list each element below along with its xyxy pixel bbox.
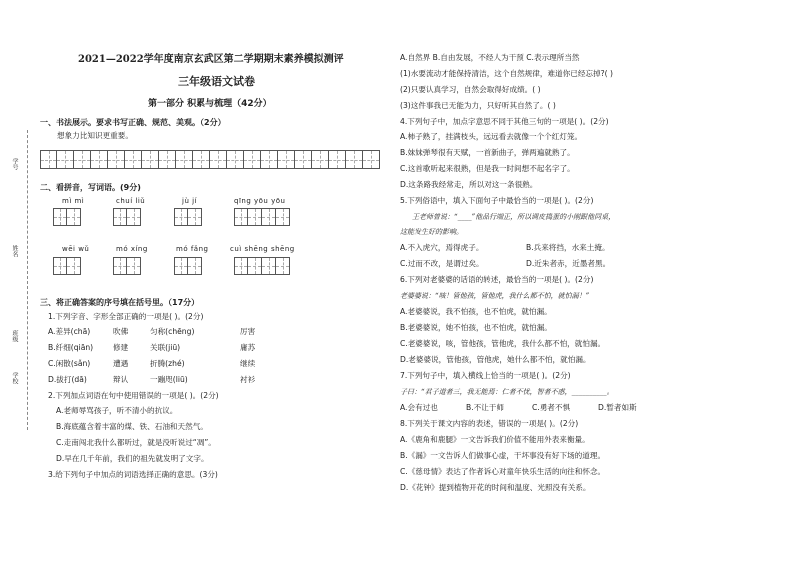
q6-option-a: A.老婆婆说，我不怕孩，也不怕虎，就怕漏。 — [400, 307, 552, 316]
part-heading: 第一部分 积累与梳理（42分） — [148, 99, 272, 109]
sidebar-label-name: 姓名 — [11, 245, 18, 257]
exam-subtitle: 三年级语文试卷 — [178, 75, 255, 88]
question-8: 8.下列关于课文内容的表述，错误的一项是( )。(2分) — [400, 419, 579, 428]
question-3: 3.给下列句子中加点的词语选择正确的意思。(3分) — [48, 470, 218, 479]
answer-box-6[interactable] — [113, 257, 141, 275]
q1-row-b-4: 庸苏 — [240, 343, 256, 352]
pinyin-4: qīng yōu yōu — [234, 197, 286, 205]
q1-row-b-1: B.纤细(qiān) — [48, 343, 94, 352]
q1-row-a-1: A.差异(chā) — [48, 327, 91, 336]
q1-row-a-3: 匀称(chēng) — [150, 327, 195, 336]
question-4: 4.下列句子中，加点字意思不同于其他三句的一项是( )。(2分) — [400, 117, 609, 126]
answer-box-4[interactable] — [234, 208, 290, 226]
section3-heading: 三、将正确答案的序号填在括号里。（17分） — [40, 298, 200, 307]
q3-options: A.自然界 B.自由发展，不经人为干预 C.表示理所当然 — [400, 53, 580, 62]
answer-box-1[interactable] — [53, 208, 81, 226]
q1-row-c-2: 遭遇 — [113, 359, 129, 368]
pinyin-2: chuí liǔ — [116, 197, 146, 205]
q6-option-c: C.老婆婆说，咳，管他孩，管他虎，我什么都不怕，就怕漏。 — [400, 339, 606, 348]
sidebar-label-school: 学校 — [11, 372, 18, 384]
q8-option-c: C.《慈母情》表达了作者诉心对童年快乐生活的向往和怀念。 — [400, 467, 606, 476]
q7-option-b: B.不让于师 — [466, 403, 504, 412]
q2-option-b: B.海底蕴含着丰富的煤、铁、石油和天然气。 — [56, 422, 208, 431]
q4-option-c: C.这首歌听起来很熟，但是我一时间想不起名字了。 — [400, 164, 575, 173]
q2-option-a: A.老师辱骂孩子，听不清小的抗议。 — [56, 406, 178, 415]
q6-option-d: D.老婆婆说，管他孩，管他虎，她什么都不怕，就怕漏。 — [400, 355, 591, 364]
q1-row-d-3: 一蹦咫(liū) — [150, 375, 188, 384]
question-1: 1.下列字音、字形全部正确的一项是( )。(2分) — [48, 312, 204, 321]
question-2: 2.下列加点词语在句中使用错误的一项是( )。(2分) — [48, 391, 219, 400]
q2-option-d: D.早在几千年前，我们的祖先就发明了文字。 — [56, 454, 209, 463]
q3-item-3: (3)这件事我已无能为力，只好听其自然了。( ) — [400, 101, 556, 110]
q4-option-d: D.这条路我经常走，所以对这一条很熟。 — [400, 180, 538, 189]
q7-option-c: C.勇者不惧 — [532, 403, 571, 412]
q3-item-2: (2)只要认真学习，自然会取得好成绩。( ) — [400, 85, 541, 94]
pinyin-5: wēi wǔ — [62, 245, 90, 253]
q3-item-1: (1)水要流动才能保持清洁，这个自然规律，难道你已经忘掉?( ) — [400, 69, 613, 78]
q8-option-a: A.《鹿角和鹿腿》一文告诉我们价值不能用外表来衡量。 — [400, 435, 590, 444]
q4-option-b: B.妹妹弹琴很有天赋，一首新曲子，弹两遍就熟了。 — [400, 148, 575, 157]
q5-option-b: B.兵来将挡，水来土掩。 — [526, 243, 610, 252]
q7-option-a: A.会有过也 — [400, 403, 438, 412]
q1-row-a-4: 厉害 — [240, 327, 256, 336]
q6-quote: 老婆婆说：“咳！管他孩，管他虎，我什么都不怕，就怕漏！” — [400, 292, 590, 300]
q1-row-c-4: 继续 — [240, 359, 256, 368]
q7-quote: 子曰：“君子道者三，我无能焉：仁者不忧，智者不惑，__________。 — [400, 388, 614, 396]
sidebar-label-class: 班级 — [11, 330, 18, 342]
section1-sentence: 想象力比知识更重要。 — [57, 131, 133, 140]
answer-box-7[interactable] — [174, 257, 202, 275]
q8-option-d: D.《花钟》提到植物开花的时间和温度、光照没有关系。 — [400, 483, 591, 492]
q1-row-a-2: 吹佛 — [113, 327, 129, 336]
q5-option-c: C.过而不改，是谓过矣。 — [400, 259, 484, 268]
answer-box-2[interactable] — [113, 208, 141, 226]
q6-option-b: B.老婆婆说，她不怕孩，也不怕虎，就怕漏。 — [400, 323, 552, 332]
answer-box-8[interactable] — [234, 257, 290, 275]
q2-option-c: C.走南闯北我什么都听过，就是没听说过“凋”。 — [56, 438, 216, 447]
pinyin-6: mó xíng — [116, 245, 148, 253]
pinyin-8: cuì shēng shēng — [230, 245, 295, 253]
q5-option-a: A.不入虎穴，焉得虎子。 — [400, 243, 484, 252]
q4-option-a: A.柿子熟了，挂满枝头，远远看去就像一个个红灯笼。 — [400, 132, 583, 141]
q7-option-d: D.暂者如斯 — [598, 403, 637, 412]
q1-row-d-2: 辩认 — [113, 375, 129, 384]
q1-row-d-4: 衬衫 — [240, 375, 256, 384]
writing-grid[interactable] — [40, 150, 380, 169]
q5-quote-line2: 这能发生好的影响。 — [400, 228, 463, 236]
q5-option-d: D.近朱者赤，近墨者黑。 — [526, 259, 611, 268]
q1-row-b-2: 修建 — [113, 343, 129, 352]
answer-box-5[interactable] — [53, 257, 81, 275]
section1-heading: 一、书法展示。要求书写正确、规范、美观。（2分） — [40, 118, 226, 127]
q8-option-b: B.《漏》一文告诉人们做事心虚，干坏事没有好下场的道理。 — [400, 451, 606, 460]
sidebar-label-id: 学号 — [11, 158, 18, 170]
q1-row-d-1: D.拔打(dā) — [48, 375, 87, 384]
answer-box-3[interactable] — [174, 208, 202, 226]
q1-row-b-3: 关联(jiū) — [150, 343, 181, 352]
pinyin-3: jù jí — [182, 197, 197, 205]
q1-row-c-1: C.闲散(sǎn) — [48, 359, 91, 368]
section2-heading: 二、看拼音，写词语。(9分) — [40, 183, 141, 192]
pinyin-1: mì mì — [62, 197, 85, 205]
question-7: 7.下列句子中，填入横线上恰当的一项是( )。(2分) — [400, 371, 571, 380]
q1-row-c-3: 折腾(zhé) — [150, 359, 185, 368]
exam-title: 2021—2022学年度南京玄武区第二学期期末素养模拟测评 — [78, 54, 344, 65]
binding-line — [27, 130, 28, 430]
pinyin-7: mó fǎng — [176, 245, 209, 253]
q5-quote-line1: 王老师曾说：“____”他品行端正，所以调皮捣蛋的小刚跟他同桌， — [412, 213, 616, 221]
question-5: 5.下列俗语中，填入下面句子中最恰当的一项是( )。(2分) — [400, 196, 594, 205]
question-6: 6.下列对老婆婆的话语的转述，最恰当的一项是( )。(2分) — [400, 275, 594, 284]
